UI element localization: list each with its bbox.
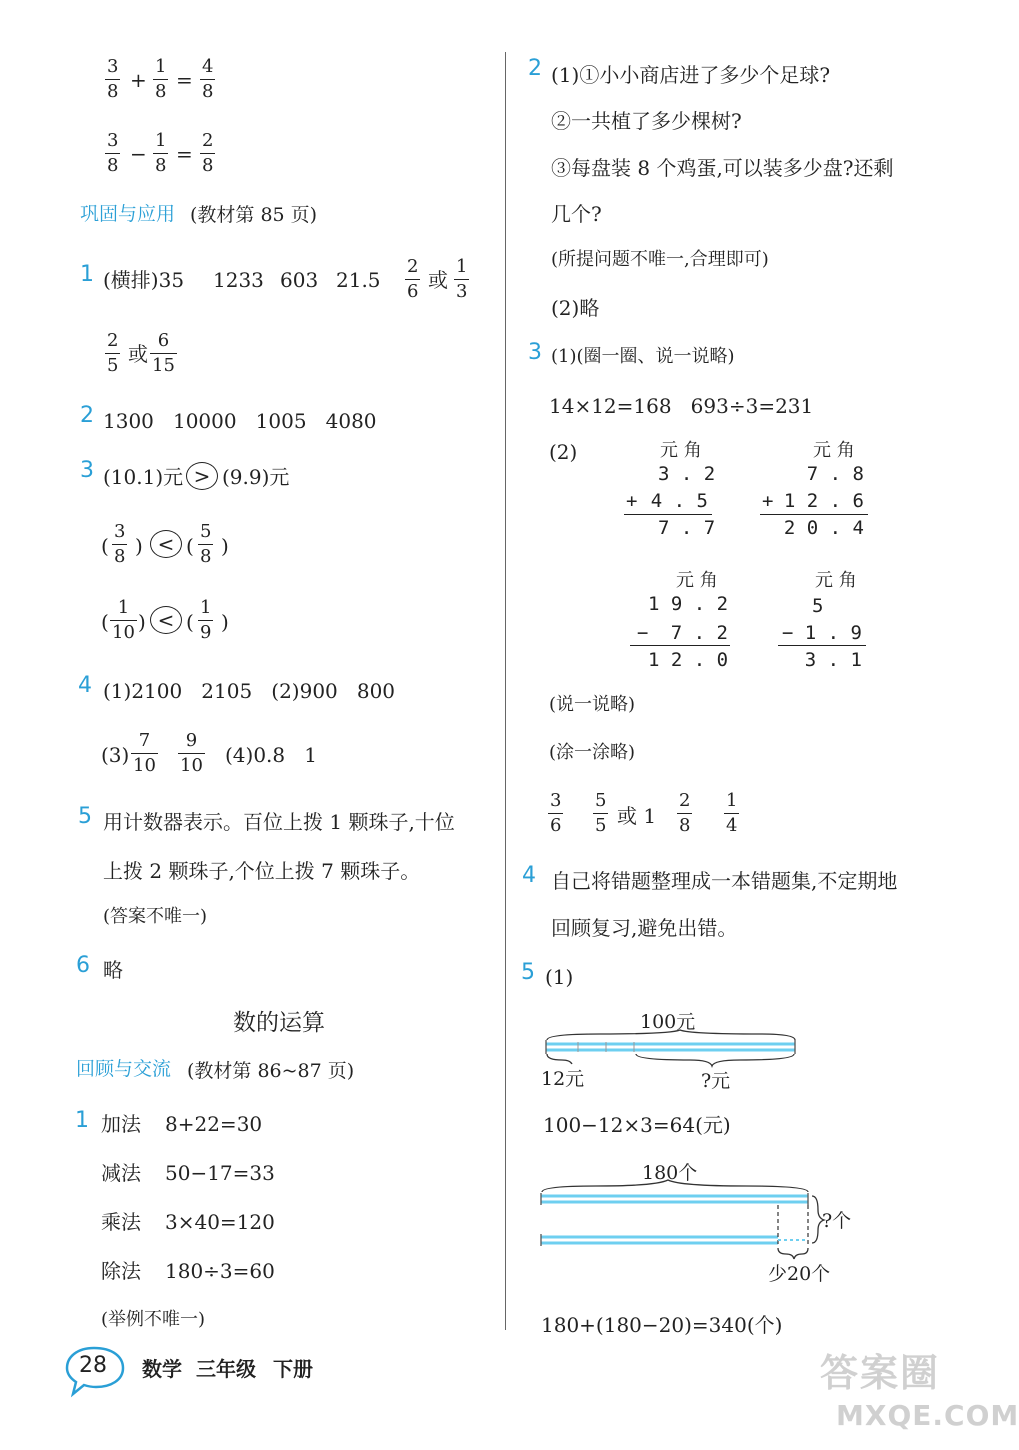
answer-text: ②一共植了多少棵树? [551, 109, 742, 133]
fraction: 1 8 [155, 130, 167, 176]
line-segment-diagram-1 [540, 1030, 800, 1070]
fraction: 3 8 [114, 521, 126, 567]
answer-text: 1233 [213, 268, 264, 292]
question-number: 3 [528, 340, 542, 365]
fraction: 2 8 [679, 790, 691, 836]
column-divider [505, 52, 506, 1330]
question-number: 6 [76, 953, 90, 978]
fraction: 4 8 [202, 56, 214, 102]
watermark-url: MXQE.COM [836, 1399, 1019, 1432]
equation: 100−12×3=64(元) [543, 1113, 731, 1137]
or-text: 或 [428, 268, 448, 292]
answer-text: 用计数器表示。百位上拨 1 颗珠子,十位 [103, 810, 455, 834]
paren: ) [135, 534, 143, 558]
operation-name: 减法 [101, 1161, 141, 1185]
question-number: 2 [80, 403, 94, 428]
footer-subject: 数学 [142, 1357, 182, 1381]
operation-example: 180÷3=60 [165, 1259, 275, 1283]
answer-text: 上拨 2 颗珠子,个位上拨 7 颗珠子。 [103, 859, 421, 883]
answer-text: (3) [101, 743, 130, 767]
section-ref: (教材第 85 页) [190, 204, 318, 226]
calc-operand: 7 . 8 [806, 463, 864, 485]
calc-operand: 1 9 . 2 [648, 593, 729, 615]
fraction: 3 8 [107, 56, 119, 102]
calc-operator: − [782, 622, 794, 644]
paren: ) [221, 610, 229, 634]
operator: − [130, 142, 147, 166]
question-number: 5 [521, 960, 535, 985]
operation-name: 加法 [101, 1112, 141, 1136]
diagram-part-label: 12元 [541, 1068, 585, 1090]
fraction: 2 8 [202, 130, 214, 176]
comparison-circle: < [150, 530, 182, 558]
answer-text: (2) [549, 440, 578, 464]
answer-text: 1300 10000 1005 4080 [103, 409, 377, 433]
calc-line [630, 645, 730, 646]
calc-line [624, 514, 712, 515]
answer-text: 603 [280, 268, 319, 292]
equals: = [176, 142, 193, 166]
comparison-circle: < [150, 606, 182, 634]
diagram-diff-label: 少20个 [768, 1263, 831, 1285]
answer-note: (说一说略) [549, 694, 636, 715]
paren: ( [186, 534, 194, 558]
diagram-total-label: 100元 [640, 1011, 696, 1033]
unit-header: 元 角 [660, 440, 702, 461]
calc-operand: 1 . 9 [804, 622, 862, 644]
answer-text: (4)0.8 1 [225, 743, 317, 767]
fraction: 1 4 [726, 790, 738, 836]
calc-operator: + [762, 490, 774, 512]
answer-text: 自己将错题整理成一本错题集,不定期地 [551, 869, 898, 893]
operation-name: 乘法 [101, 1210, 141, 1234]
paren: ) [138, 610, 146, 634]
section-title: 回顾与交流 [76, 1058, 172, 1080]
chapter-heading: 数的运算 [233, 1010, 325, 1036]
equation: 180+(180−20)=340(个) [541, 1313, 783, 1337]
fraction: 1 10 [112, 597, 135, 643]
calc-operand: 7 . 2 [670, 622, 728, 644]
calc-operand: 4 . 5 [650, 490, 708, 512]
unit-header: 元 角 [676, 570, 718, 591]
fraction: 7 10 [133, 730, 156, 776]
question-number: 2 [528, 56, 542, 81]
line-segment-diagram-2 [536, 1180, 826, 1260]
calc-operand: 3 . 2 [658, 463, 716, 485]
question-number: 1 [80, 262, 94, 287]
diagram-total-label: 180个 [642, 1162, 698, 1184]
answer-text: 几个? [551, 202, 602, 226]
watermark-logo: 答案圈 [820, 1351, 941, 1395]
answer-note: (所提问题不唯一,合理即可) [551, 249, 769, 270]
fraction: 3 8 [107, 130, 119, 176]
diagram-unknown-label: ?元 [701, 1070, 731, 1092]
question-number: 1 [75, 1108, 89, 1133]
answer-note: (1)(圈一圈、说一说略) [551, 346, 735, 367]
answer-note: (答案不唯一) [103, 906, 208, 927]
comparison-circle: > [186, 462, 218, 490]
fraction: 3 6 [550, 790, 562, 836]
fraction: 6 15 [152, 330, 175, 376]
paren: ( [101, 610, 109, 634]
fraction: 9 10 [180, 730, 203, 776]
question-number: 5 [78, 804, 92, 829]
unit-header: 元 角 [813, 440, 855, 461]
answer-text: (1)2100 2105 (2)900 800 [103, 679, 396, 703]
question-number: 4 [522, 863, 536, 888]
fraction: 5 8 [200, 521, 212, 567]
answer-note: (涂一涂略) [549, 742, 636, 763]
operation-name: 除法 [101, 1259, 141, 1283]
calc-line [778, 645, 866, 646]
fraction: 1 9 [200, 597, 212, 643]
section-ref: (教材第 86~87 页) [187, 1060, 355, 1082]
calc-operand: 5 [812, 595, 824, 617]
fraction: 2 5 [107, 330, 119, 376]
unit-header: 元 角 [815, 570, 857, 591]
operation-example: 3×40=120 [165, 1210, 275, 1234]
diagram-unknown-label: ?个 [822, 1210, 852, 1232]
answer-text: 回顾复习,避免出错。 [551, 916, 738, 940]
answer-text: ③每盘装 8 个鸡蛋,可以装多少盘?还剩 [551, 156, 894, 180]
paren: ) [221, 534, 229, 558]
operation-example: 8+22=30 [165, 1112, 263, 1136]
calc-operator: − [637, 622, 649, 644]
equals: = [176, 68, 193, 92]
answer-text: (9.9)元 [222, 465, 290, 489]
answer-text: 21.5 [336, 268, 381, 292]
calc-result: 3 . 1 [804, 649, 862, 671]
section-title: 巩固与应用 [80, 203, 176, 225]
footer-volume: 下册 [273, 1357, 313, 1381]
calc-result: 1 2 . 0 [648, 649, 729, 671]
paren: ( [186, 610, 194, 634]
question-number: 3 [80, 458, 94, 483]
fraction: 5 5 [595, 790, 607, 836]
paren: ( [101, 534, 109, 558]
question-number: 4 [78, 673, 92, 698]
page-number: 28 [79, 1353, 107, 1378]
answer-text: (横排)35 [103, 268, 185, 292]
fraction: 1 3 [456, 256, 468, 302]
answer-text: 或 1 [617, 804, 657, 828]
calc-operand: 1 2 . 6 [783, 490, 864, 512]
calc-result: 7 . 7 [658, 517, 716, 539]
answer-note: (举例不唯一) [101, 1309, 206, 1330]
answer-text: 14×12=168 693÷3=231 [549, 394, 814, 418]
operation-example: 50−17=33 [165, 1161, 275, 1185]
answer-text: 略 [103, 958, 123, 982]
calc-result: 2 0 . 4 [783, 517, 864, 539]
answer-text: (10.1)元 [103, 465, 184, 489]
calc-operator: + [626, 490, 638, 512]
footer-grade: 三年级 [196, 1357, 256, 1381]
or-text: 或 [128, 342, 148, 366]
calc-line [760, 514, 868, 515]
fraction: 2 6 [407, 256, 419, 302]
fraction: 1 8 [155, 56, 167, 102]
answer-text: (1)①小小商店进了多少个足球? [551, 63, 831, 87]
answer-text: (2)略 [551, 296, 600, 320]
answer-text: (1) [545, 965, 574, 989]
operator: + [130, 68, 147, 92]
